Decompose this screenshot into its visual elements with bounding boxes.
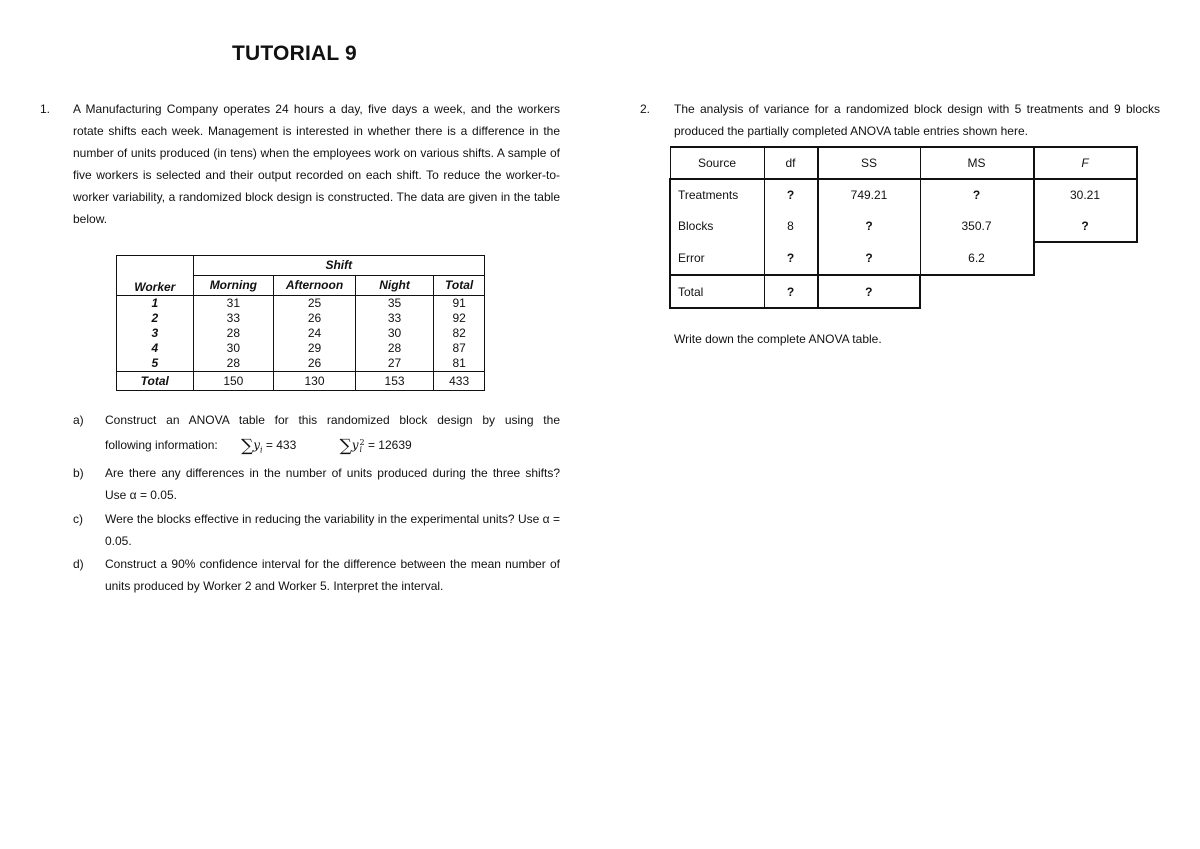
shift-group-header: Shift	[193, 256, 484, 276]
worker-header: Worker	[117, 256, 194, 296]
anova-df: 8	[764, 210, 818, 242]
anova-df: ?	[764, 179, 818, 210]
worker-id: 3	[117, 326, 194, 341]
cell-night: 27	[355, 356, 433, 372]
col-header-total: Total	[434, 276, 485, 296]
part-b-text: Are there any differences in the number of units produced during the three shifts? Use α = 0.05.	[105, 466, 560, 502]
sum2-value: = 12639	[364, 438, 412, 452]
part-d-text: Construct a 90% confidence interval for the difference between the mean number of units produced by Worker 2 and Worker 5. Interpret the interval.	[105, 557, 560, 593]
sum-y-squared-formula	[340, 434, 412, 457]
cell-night: 28	[355, 341, 433, 356]
cell-morning: 28	[193, 356, 274, 372]
anova-row-total	[670, 275, 1137, 308]
cell-total: 91	[434, 296, 485, 312]
anova-source: Error	[670, 242, 764, 275]
anova-df: ?	[764, 242, 818, 275]
grand-total: 433	[434, 372, 485, 391]
totals-row	[117, 372, 485, 391]
table-row	[117, 356, 485, 372]
total-afternoon: 130	[274, 372, 356, 391]
anova-row-blocks	[670, 210, 1137, 242]
anova-df: ?	[764, 275, 818, 308]
part-b-label: b)	[73, 466, 84, 480]
sum1-sub: i	[260, 445, 263, 455]
cell-morning: 31	[193, 296, 274, 312]
anova-f: 30.21	[1034, 179, 1137, 210]
cell-morning: 33	[193, 311, 274, 326]
anova-source: Treatments	[670, 179, 764, 210]
question-2-instruction: Write down the complete ANOVA table.	[674, 332, 882, 346]
sum2-sup: 2	[359, 437, 365, 447]
shift-data-table	[116, 255, 485, 391]
question-2-number: 2.	[640, 102, 651, 116]
sum-y-formula	[241, 434, 296, 461]
cell-night: 30	[355, 326, 433, 341]
anova-header-source: Source	[670, 147, 764, 179]
anova-empty-cell	[1034, 242, 1137, 275]
anova-ms: 6.2	[920, 242, 1034, 275]
cell-afternoon: 29	[274, 341, 356, 356]
part-a-info-label: following information:	[105, 438, 218, 452]
cell-night: 35	[355, 296, 433, 312]
part-a-text: Construct an ANOVA table for this randomized block design by using the	[105, 413, 560, 427]
anova-ss: ?	[818, 210, 921, 242]
total-morning: 150	[193, 372, 274, 391]
sum2-var: y	[351, 438, 359, 452]
page-title: TUTORIAL 9	[232, 42, 357, 65]
anova-empty-cell	[1034, 275, 1137, 308]
table-row	[117, 341, 485, 356]
anova-ss: 749.21	[818, 179, 921, 210]
cell-total: 87	[434, 341, 485, 356]
anova-f: ?	[1034, 210, 1137, 242]
part-c-label: c)	[73, 512, 83, 526]
anova-header-ms: MS	[920, 147, 1034, 179]
cell-morning: 28	[193, 326, 274, 341]
worker-id: 2	[117, 311, 194, 326]
cell-night: 33	[355, 311, 433, 326]
anova-ms: ?	[920, 179, 1034, 210]
sigma-icon: ∑	[241, 436, 254, 456]
sum1-var: y	[253, 438, 260, 452]
col-header-morning: Morning	[193, 276, 274, 296]
anova-ms: 350.7	[920, 210, 1034, 242]
cell-afternoon: 26	[274, 356, 356, 372]
anova-row-treatments	[670, 179, 1137, 210]
total-night: 153	[355, 372, 433, 391]
part-c-text: Were the blocks effective in reducing the variability in the experimental units? Use α = 0.05.	[105, 512, 560, 548]
table-row	[117, 311, 485, 326]
cell-morning: 30	[193, 341, 274, 356]
anova-source: Total	[670, 275, 764, 308]
col-header-night: Night	[355, 276, 433, 296]
worker-id: 5	[117, 356, 194, 372]
cell-afternoon: 24	[274, 326, 356, 341]
question-2-text: The analysis of variance for a randomized block design with 5 treatments and 9 blocks produced the partially completed ANOVA table entries shown here.	[674, 102, 1160, 138]
cell-afternoon: 25	[274, 296, 356, 312]
question-1-text: A Manufacturing Company operates 24 hours a day, five days a week, and the workers rotate shifts each week. Management is interested in whether there is a difference in the number of units produced (in tens) when the employees work on various shifts. A sample of five workers is selected and their output recorded on each shift. To reduce the worker-to-worker variability, a randomized block design is constructed. The data are given in the table below.	[73, 102, 560, 226]
question-1-number: 1.	[40, 102, 51, 116]
cell-afternoon: 26	[274, 311, 356, 326]
cell-total: 92	[434, 311, 485, 326]
part-a-label: a)	[73, 413, 84, 427]
worker-id: 1	[117, 296, 194, 312]
anova-header-df: df	[764, 147, 818, 179]
table-row	[117, 296, 485, 312]
anova-table	[669, 146, 1138, 309]
anova-source: Blocks	[670, 210, 764, 242]
sigma-icon: ∑	[339, 436, 352, 456]
sum2-sub: i	[359, 444, 363, 454]
worker-id: 4	[117, 341, 194, 356]
anova-empty-cell	[920, 275, 1034, 308]
anova-header-ss: SS	[818, 147, 921, 179]
anova-header-f: F	[1034, 147, 1137, 179]
part-d-label: d)	[73, 557, 84, 571]
cell-total: 82	[434, 326, 485, 341]
cell-total: 81	[434, 356, 485, 372]
sum1-value: = 433	[262, 438, 297, 452]
total-label: Total	[117, 372, 194, 391]
anova-row-error	[670, 242, 1137, 275]
anova-ss: ?	[818, 242, 921, 275]
col-header-afternoon: Afternoon	[274, 276, 356, 296]
table-row	[117, 326, 485, 341]
anova-ss: ?	[818, 275, 921, 308]
part-a-info	[105, 434, 560, 461]
